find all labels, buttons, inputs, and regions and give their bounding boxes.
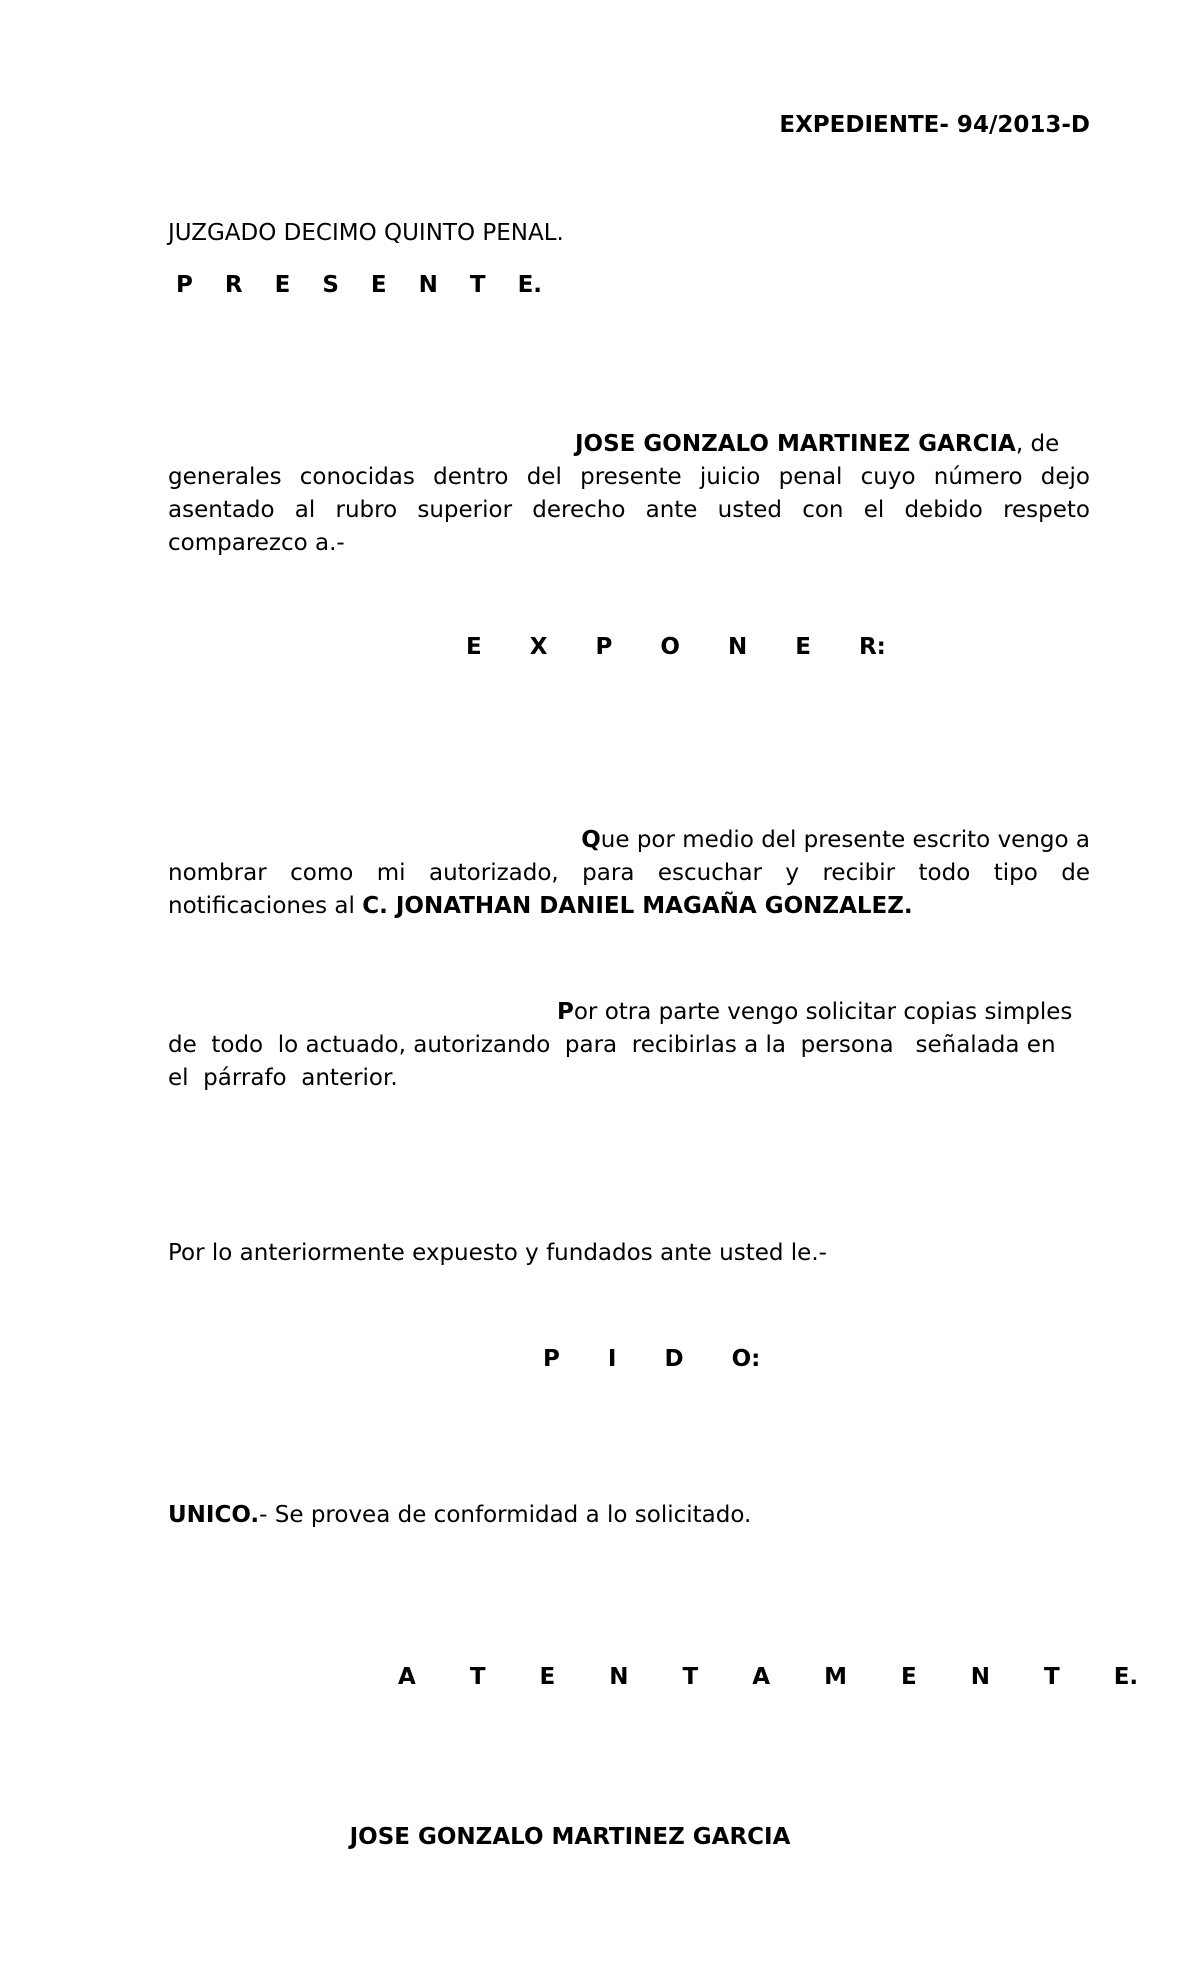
paragraph-autorizado xyxy=(168,824,1090,923)
closing-statement: Por lo anteriormente expuesto y fundados ante usted le.- xyxy=(168,1240,827,1266)
paragraph1-line3-prefix: notificaciones al xyxy=(168,893,363,919)
paragraph1-line1: ue por medio del presente escrito vengo a xyxy=(600,827,1090,853)
petitioner-name: JOSE GONZALO MARTINEZ GARCIA xyxy=(575,431,1016,457)
intro-paragraph xyxy=(168,428,1090,560)
presente-heading: P R E S E N T E. xyxy=(176,272,543,298)
intro-line4: comparezco a.- xyxy=(168,530,345,556)
paragraph1-line2: nombrar como mi autorizado, para escuchar y recibir todo tipo de xyxy=(168,860,1090,886)
atentamente-heading: A T E N T A M E N T E. xyxy=(398,1664,1139,1690)
expediente-number: EXPEDIENTE- 94/2013-D xyxy=(779,112,1090,138)
unico-text: - Se provea de conformidad a lo solicitado. xyxy=(259,1502,752,1528)
paragraph2-line3: el párrafo anterior. xyxy=(168,1065,398,1091)
intro-line2: generales conocidas dentro del presente juicio penal cuyo número dejo xyxy=(168,464,1090,490)
intro-line3: asentado al rubro superior derecho ante usted con el debido respeto xyxy=(168,497,1090,523)
signature-name: JOSE GONZALO MARTINEZ GARCIA xyxy=(349,1824,791,1850)
unico-line xyxy=(168,1502,751,1528)
paragraph-copias xyxy=(168,996,1084,1095)
exponer-heading: E X P O N E R: xyxy=(466,634,886,660)
paragraph1-initial: Q xyxy=(581,827,601,853)
authorized-person-name: C. JONATHAN DANIEL MAGAÑA GONZALEZ. xyxy=(362,893,913,919)
paragraph2-line2: de todo lo actuado, autorizando para recibirlas a la persona señalada en xyxy=(168,1032,1056,1058)
pido-heading: P I D O: xyxy=(543,1346,761,1372)
unico-label: UNICO. xyxy=(168,1502,260,1528)
paragraph2-line1: or otra parte vengo solicitar copias simples xyxy=(573,999,1073,1025)
intro-line1-rest: , de xyxy=(1015,431,1060,457)
paragraph2-initial: P xyxy=(557,999,574,1025)
court-name: JUZGADO DECIMO QUINTO PENAL. xyxy=(168,220,564,246)
